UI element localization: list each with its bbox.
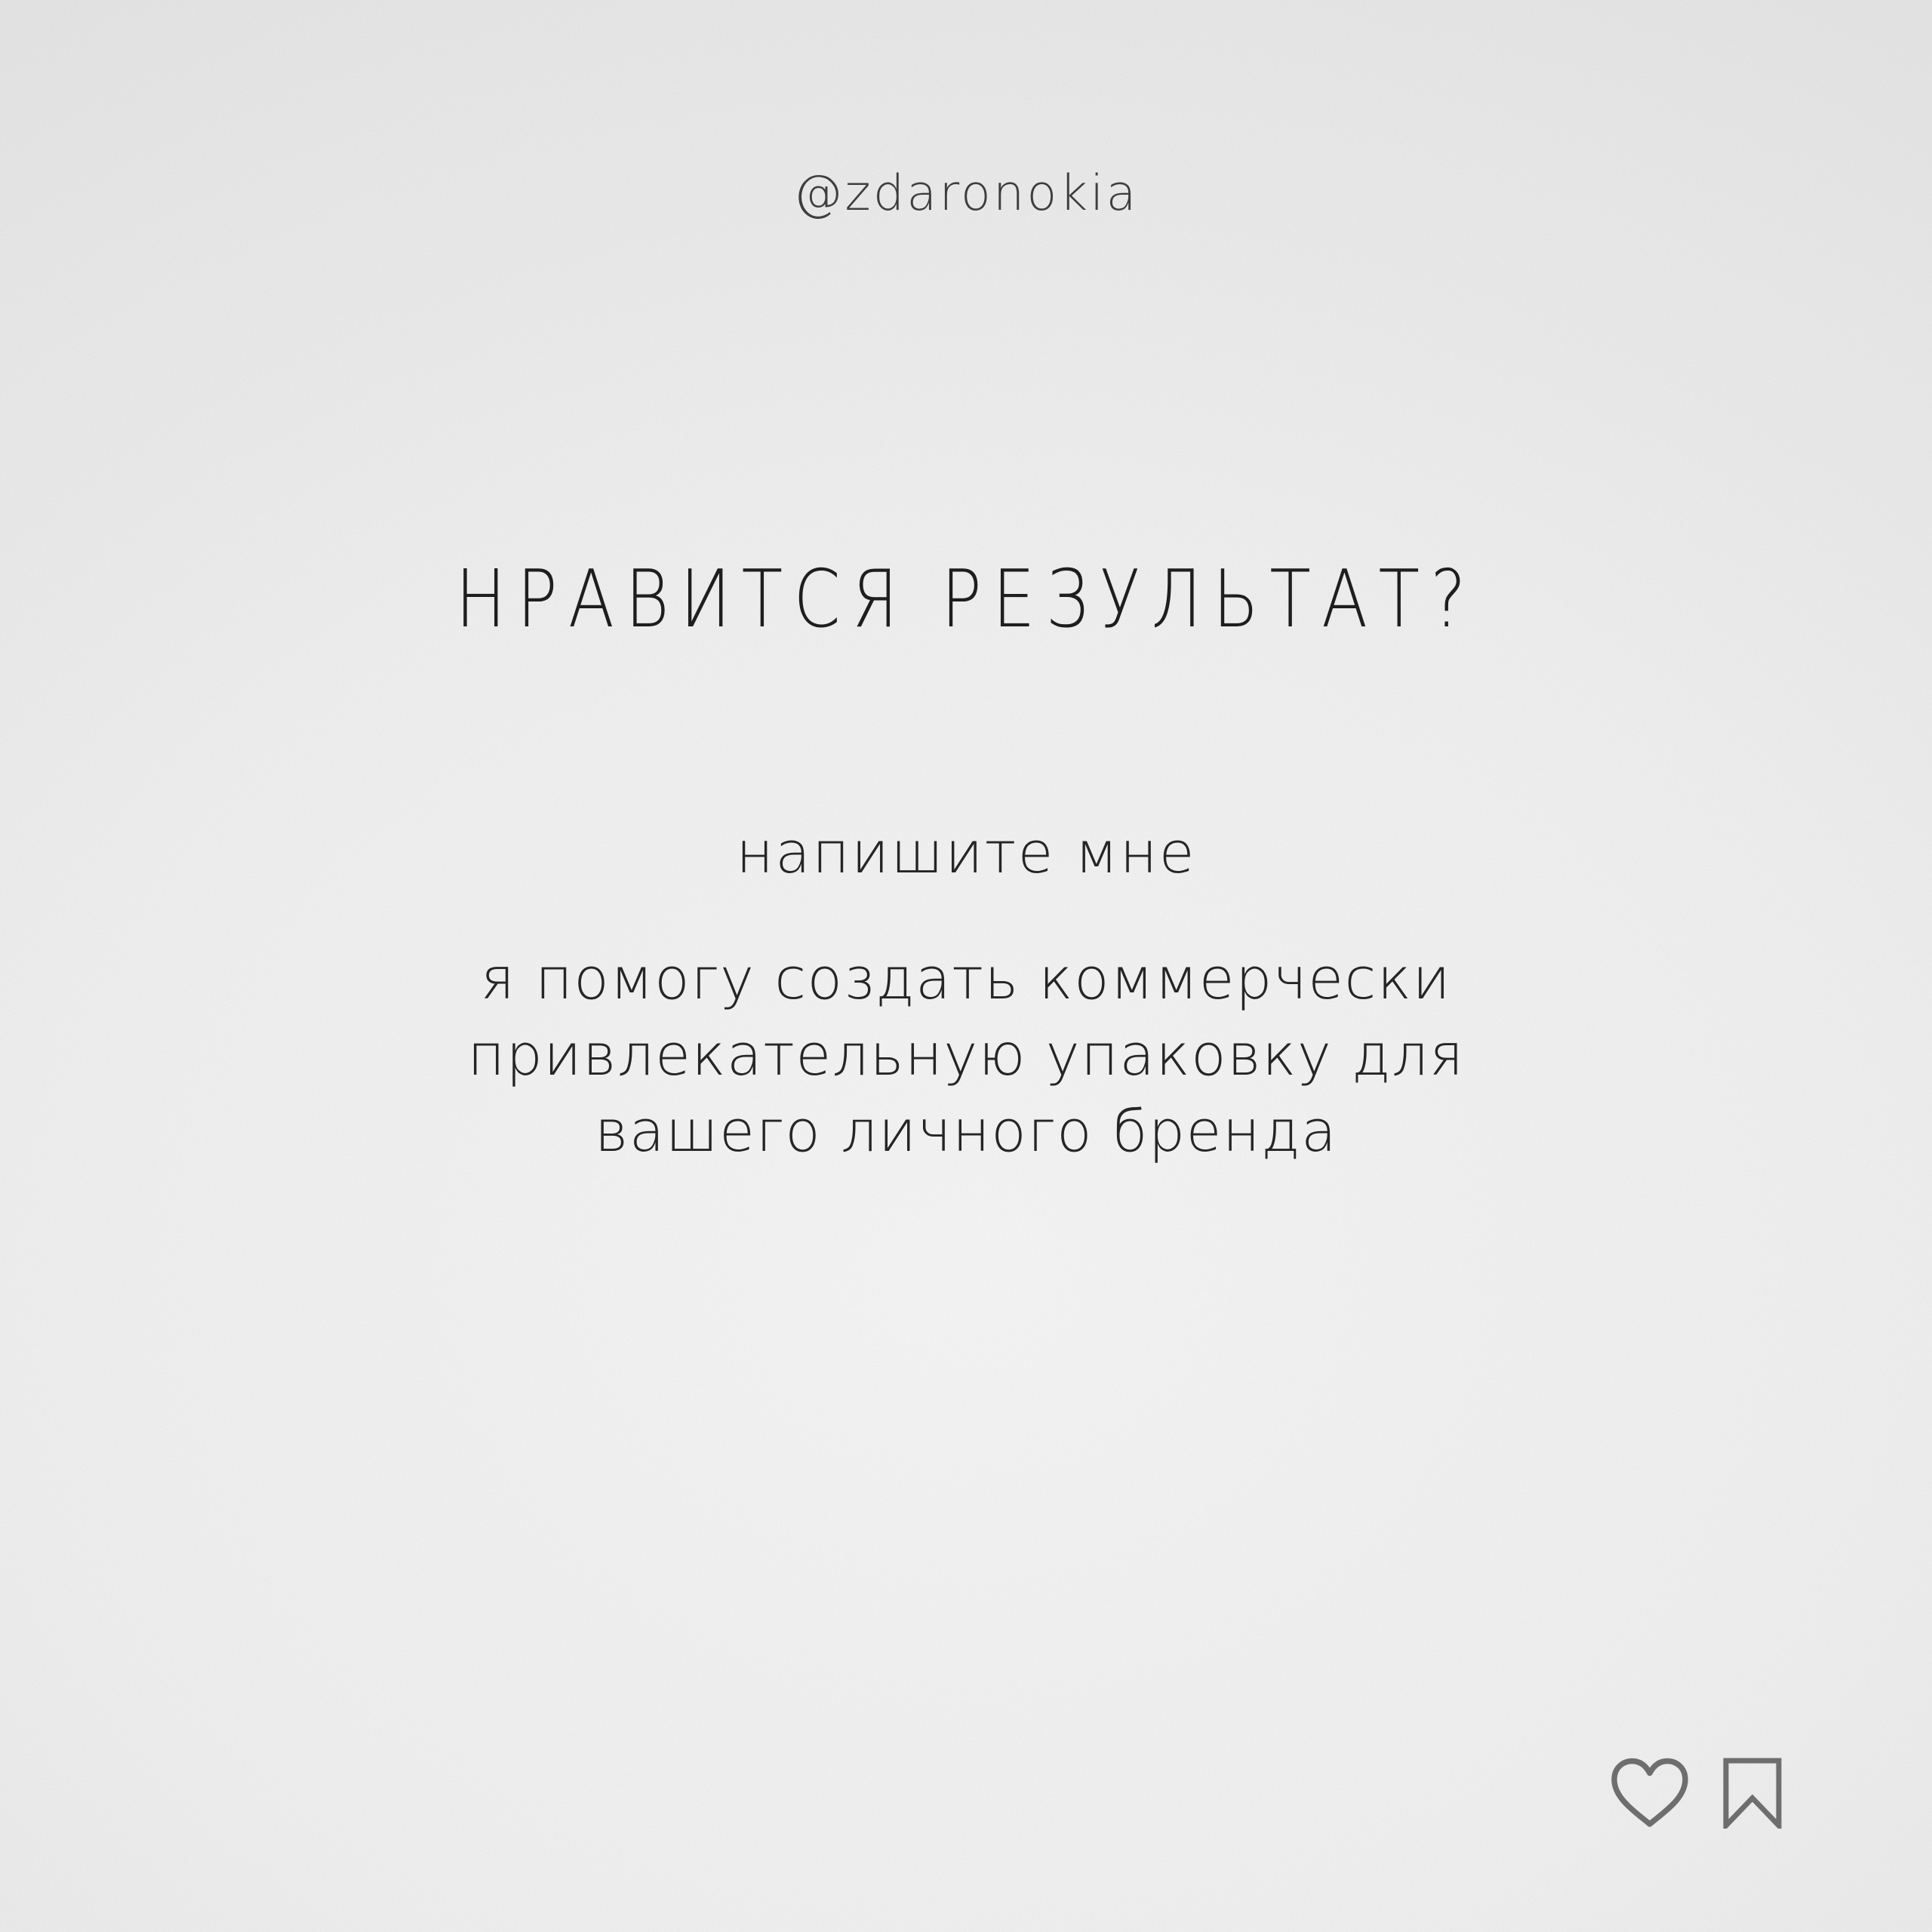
body-line: вашего личного бренда <box>594 1097 1338 1164</box>
cta-text: напишите мне <box>736 819 1196 886</box>
page-title-text: НРАВИТСЯ РЕЗУЛЬТАТ? <box>455 553 1477 645</box>
page-title <box>0 553 1932 645</box>
heart-icon <box>1610 1756 1690 1829</box>
account-handle: @zdaronokia <box>793 165 1139 222</box>
body-text <box>0 940 1932 1169</box>
save-button[interactable] <box>1721 1758 1783 1829</box>
body-line: привлекательную упаковку для <box>467 1021 1465 1088</box>
post-actions <box>1610 1756 1783 1829</box>
like-button[interactable] <box>1610 1756 1690 1829</box>
body-line: я помогу создать коммерчески <box>480 945 1452 1012</box>
bookmark-icon <box>1721 1758 1783 1829</box>
